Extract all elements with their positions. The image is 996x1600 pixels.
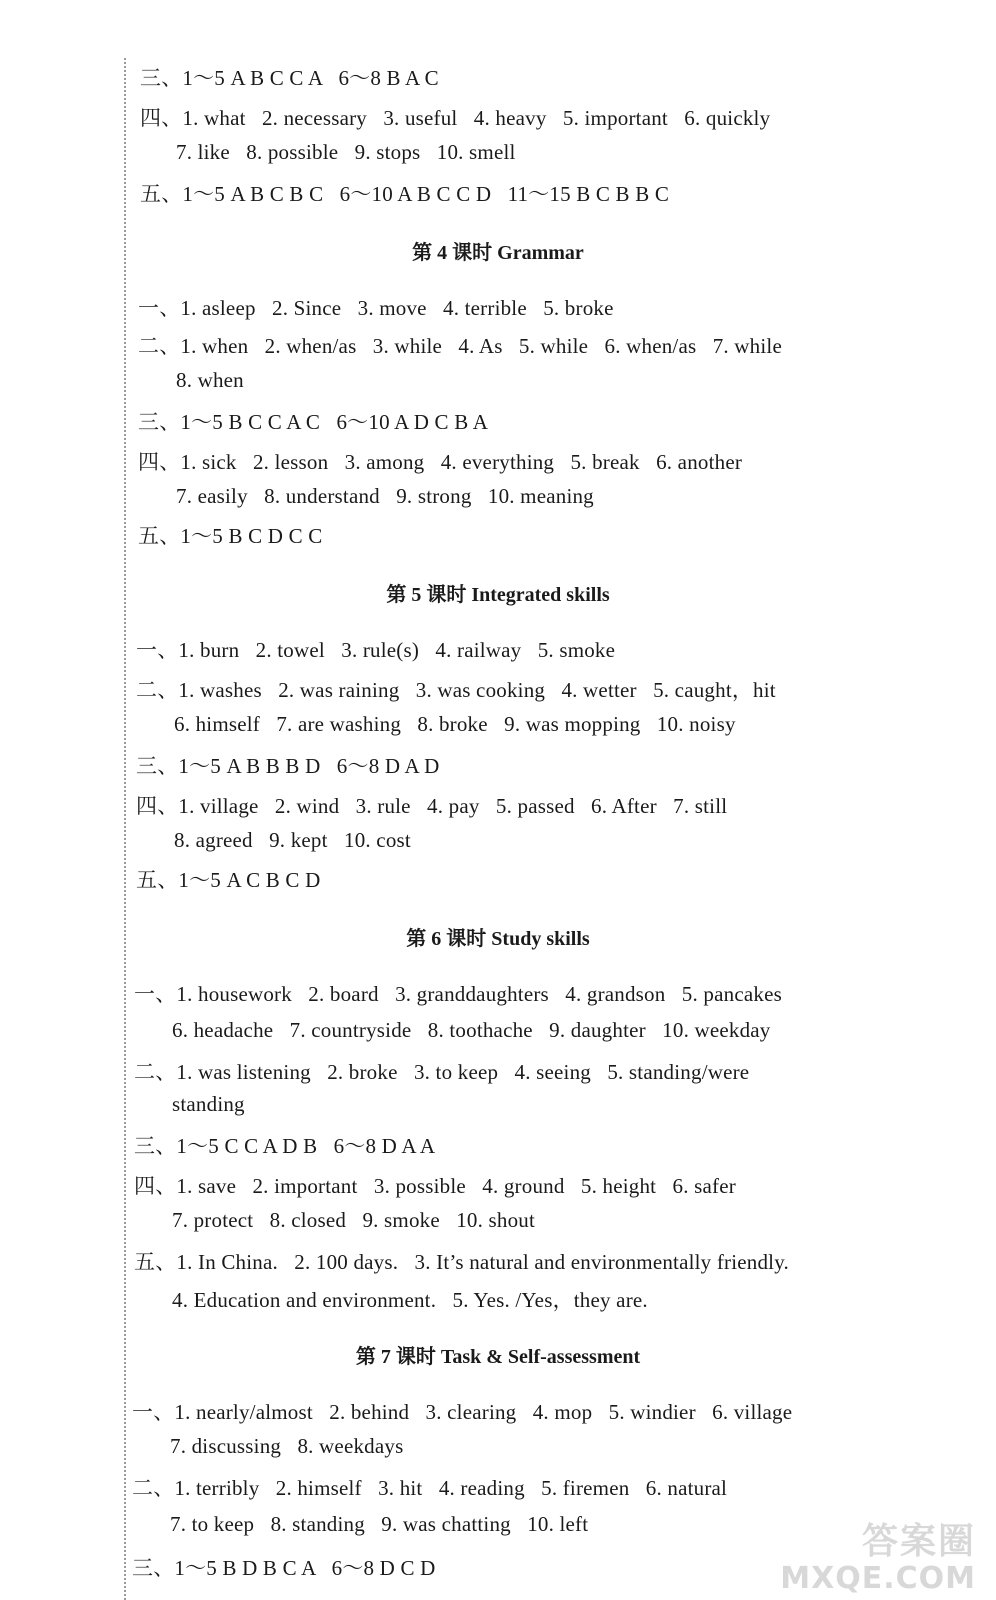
answer-line: 三、1～5 A B B B D 6～8 D A D (136, 754, 440, 778)
answer-line: 五、1～5 B C D C C (138, 524, 323, 548)
answer-line: 四、1. sick 2. lesson 3. among 4. everything 5. break 6. another (138, 450, 743, 474)
answer-line: 三、1～5 B D B C A 6～8 D C D (132, 1556, 436, 1580)
answer-line: 7. protect 8. closed 9. smoke 10. shout (172, 1208, 536, 1232)
answer-line: 6. headache 7. countryside 8. toothache 9. daughter 10. weekday (172, 1018, 771, 1042)
answer-line: 一、1. asleep 2. Since 3. move 4. terrible 5. broke (138, 296, 614, 320)
answer-line: 8. agreed 9. kept 10. cost (174, 828, 411, 852)
answer-line: 7. to keep 8. standing 9. was chatting 10. left (170, 1512, 589, 1536)
answer-line: 7. discussing 8. weekdays (170, 1434, 404, 1458)
section-title-lesson-6: 第 6 课时 Study skills (406, 928, 590, 950)
answer-line: 6. himself 7. are washing 8. broke 9. was mopping 10. noisy (174, 712, 736, 736)
watermark-url: MXQE.COM (780, 1561, 976, 1596)
answer-line: 7. like 8. possible 9. stops 10. smell (176, 140, 516, 164)
answer-line: 三、1～5 C C A D B 6～8 D A A (134, 1134, 436, 1158)
answer-line: 二、1. when 2. when/as 3. while 4. As 5. while 6. when/as 7. while (138, 334, 782, 358)
answer-line: 四、1. save 2. important 3. possible 4. ground 5. height 6. safer (134, 1174, 736, 1198)
answer-line: 4. Education and environment. 5. Yes. /Yes，they are. (172, 1288, 648, 1312)
answer-line: 一、1. nearly/almost 2. behind 3. clearing 4. mop 5. windier 6. village (132, 1400, 793, 1424)
answer-line: 二、1. washes 2. was raining 3. was cooking 4. wetter 5. caught，hit (136, 678, 776, 702)
answer-line: 一、1. burn 2. towel 3. rule(s) 4. railway 5. smoke (136, 638, 616, 662)
answer-line: 四、1. village 2. wind 3. rule 4. pay 5. passed 6. After 7. still (136, 794, 728, 818)
answer-line: 二、1. was listening 2. broke 3. to keep 4. seeing 5. standing/were (134, 1060, 750, 1084)
answer-line: 三、1～5 A B C C A 6～8 B A C (140, 66, 439, 90)
section-title-lesson-4: 第 4 课时 Grammar (412, 242, 584, 264)
watermark-logo: 答案圈 (861, 1521, 976, 1562)
answer-line: 三、1～5 B C C A C 6～10 A D C B A (138, 410, 489, 434)
answer-line: 7. easily 8. understand 9. strong 10. meaning (176, 484, 594, 508)
section-title-lesson-5: 第 5 课时 Integrated skills (386, 584, 610, 606)
answer-line: 8. when (176, 368, 244, 392)
answer-line: 四、1. what 2. necessary 3. useful 4. heavy 5. important 6. quickly (140, 106, 771, 130)
section-title-lesson-7: 第 7 课时 Task & Self-assessment (355, 1346, 641, 1368)
answer-line: 五、1～5 A C B C D (136, 868, 321, 892)
answer-line: 五、1～5 A B C B C 6～10 A B C C D 11～15 B C B B C (140, 182, 670, 206)
answer-line: 五、1. In China. 2. 100 days. 3. It’s natural and environmentally friendly. (134, 1250, 789, 1274)
answer-line: 一、1. housework 2. board 3. granddaughters 4. grandson 5. pancakes (134, 982, 782, 1006)
answer-line: standing (172, 1092, 245, 1116)
answer-line: 二、1. terribly 2. himself 3. hit 4. reading 5. firemen 6. natural (132, 1476, 728, 1500)
